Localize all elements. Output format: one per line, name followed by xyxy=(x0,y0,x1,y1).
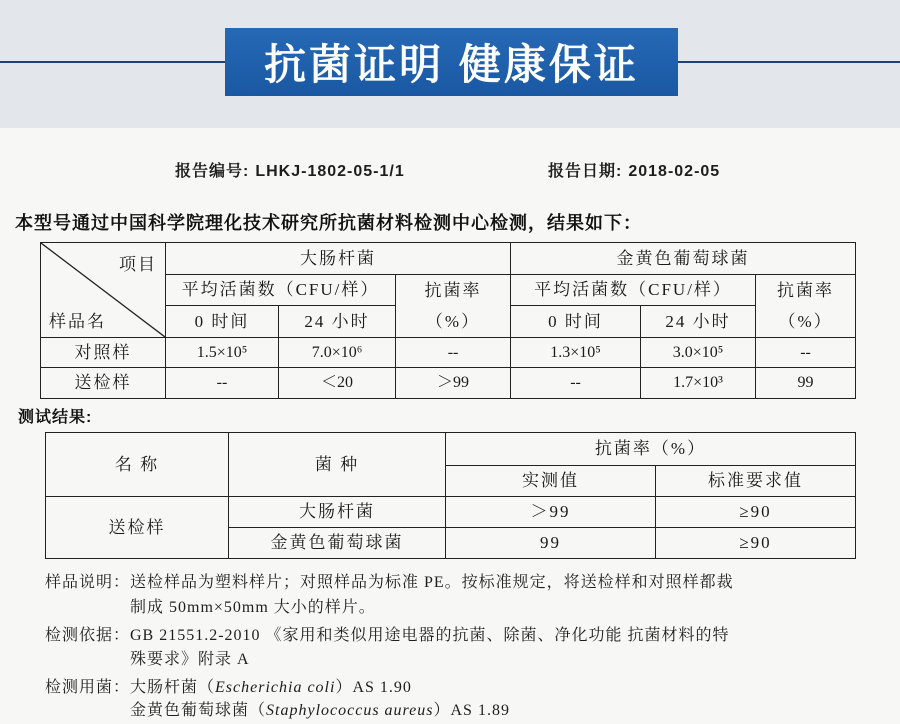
corner-label-item: 项目 xyxy=(119,255,157,274)
table-cell: -- xyxy=(511,368,641,399)
title-banner xyxy=(225,28,678,96)
strain-latin-name: Escherichia coli xyxy=(215,679,336,696)
note-text: 殊要求》附录 A xyxy=(130,651,250,668)
table-header-row xyxy=(41,243,856,275)
row-sample-name: 送检样 xyxy=(41,368,166,399)
standard-cell: ≥90 xyxy=(656,528,856,559)
strain-code: ）AS 1.90 xyxy=(335,679,412,696)
table-cell: 3.0×10⁵ xyxy=(641,338,756,368)
intro-statement: 本型号通过中国科学院理化技术研究所抗菌材料检测中心检测，结果如下： xyxy=(15,213,642,233)
name-header: 名 称 xyxy=(46,433,229,497)
table-cell: ＞99 xyxy=(396,368,511,399)
note-test-basis-cont xyxy=(130,650,250,670)
corner-label-sample: 样品名 xyxy=(49,312,106,331)
results-table xyxy=(45,432,856,559)
note-text: GB 21551.2-2010 《家用和类似用途电器的抗菌、除菌、净化功能 抗菌材料的特 xyxy=(130,627,730,644)
strain-latin-name: Staphylococcus aureus xyxy=(266,702,434,719)
strain-cn-name: 大肠杆菌（ xyxy=(130,679,216,696)
table-header-row xyxy=(46,433,856,466)
table-row xyxy=(41,338,856,368)
measured-cell: ＞99 xyxy=(446,497,656,528)
bacteria-count-table xyxy=(40,242,856,399)
group-header-ecoli: 大肠杆菌 xyxy=(166,243,511,275)
rate-header-unit: （%） xyxy=(778,312,833,331)
report-number xyxy=(175,162,405,182)
note-text: 送检样品为塑料样片；对照样品为标准 PE。按标准规定，将送检样和对照样都裁 xyxy=(130,574,734,591)
time-24-header: 24 小时 xyxy=(641,306,756,338)
corner-header-cell xyxy=(41,243,166,338)
note-sample-description-cont xyxy=(130,598,376,618)
avg-count-header: 平均活菌数（CFU/样） xyxy=(166,275,396,306)
measured-cell: 99 xyxy=(446,528,656,559)
report-number-value: LHKJ-1802-05-1/1 xyxy=(255,163,405,180)
standard-header: 标准要求值 xyxy=(656,466,856,497)
measured-header: 实测值 xyxy=(446,466,656,497)
note-sample-description xyxy=(45,573,734,593)
report-date-value: 2018-02-05 xyxy=(628,163,721,180)
table-cell: 1.3×10⁵ xyxy=(511,338,641,368)
time-0-header: 0 时间 xyxy=(511,306,641,338)
note-text: 制成 50mm×50mm 大小的样片。 xyxy=(130,599,376,616)
report-date xyxy=(548,162,720,182)
strain-cell: 金黄色葡萄球菌 xyxy=(229,528,446,559)
table-cell: -- xyxy=(756,338,856,368)
table-row xyxy=(46,497,856,528)
note-test-basis xyxy=(45,626,730,646)
table-cell: ＜20 xyxy=(279,368,396,399)
note-label: 检测依据： xyxy=(45,627,131,644)
table-cell: 99 xyxy=(756,368,856,399)
rate-header xyxy=(396,275,511,338)
sample-name-cell: 送检样 xyxy=(46,497,229,559)
rate-header-label: 抗菌率 xyxy=(424,281,482,300)
strain-code: ）AS 1.89 xyxy=(433,702,510,719)
strain-header: 菌 种 xyxy=(229,433,446,497)
table-cell: 7.0×10⁶ xyxy=(279,338,396,368)
results-heading: 测试结果: xyxy=(18,409,93,426)
note-test-strains xyxy=(45,678,412,698)
strain-cn-name: 金黄色葡萄球菌（ xyxy=(130,702,267,719)
group-header-saureus: 金黄色葡萄球菌 xyxy=(511,243,856,275)
standard-cell: ≥90 xyxy=(656,497,856,528)
avg-count-header: 平均活菌数（CFU/样） xyxy=(511,275,756,306)
note-test-strains-cont xyxy=(130,701,510,721)
time-0-header: 0 时间 xyxy=(166,306,279,338)
table-cell: 1.7×10³ xyxy=(641,368,756,399)
table-cell: -- xyxy=(396,338,511,368)
rate-header-label: 抗菌率 xyxy=(777,281,835,300)
banner-title: 抗菌证明 健康保证 xyxy=(264,41,639,88)
rate-header: 抗菌率（%） xyxy=(446,433,856,466)
row-sample-name: 对照样 xyxy=(41,338,166,368)
table-cell: 1.5×10⁵ xyxy=(166,338,279,368)
rate-header xyxy=(756,275,856,338)
report-number-label: 报告编号: xyxy=(175,163,250,180)
note-label: 样品说明： xyxy=(45,574,131,591)
note-label: 检测用菌： xyxy=(45,679,131,696)
time-24-header: 24 小时 xyxy=(279,306,396,338)
strain-cell: 大肠杆菌 xyxy=(229,497,446,528)
table-cell: -- xyxy=(166,368,279,399)
table-row xyxy=(41,368,856,399)
rate-header-unit: （%） xyxy=(425,312,481,331)
report-date-label: 报告日期: xyxy=(548,163,623,180)
